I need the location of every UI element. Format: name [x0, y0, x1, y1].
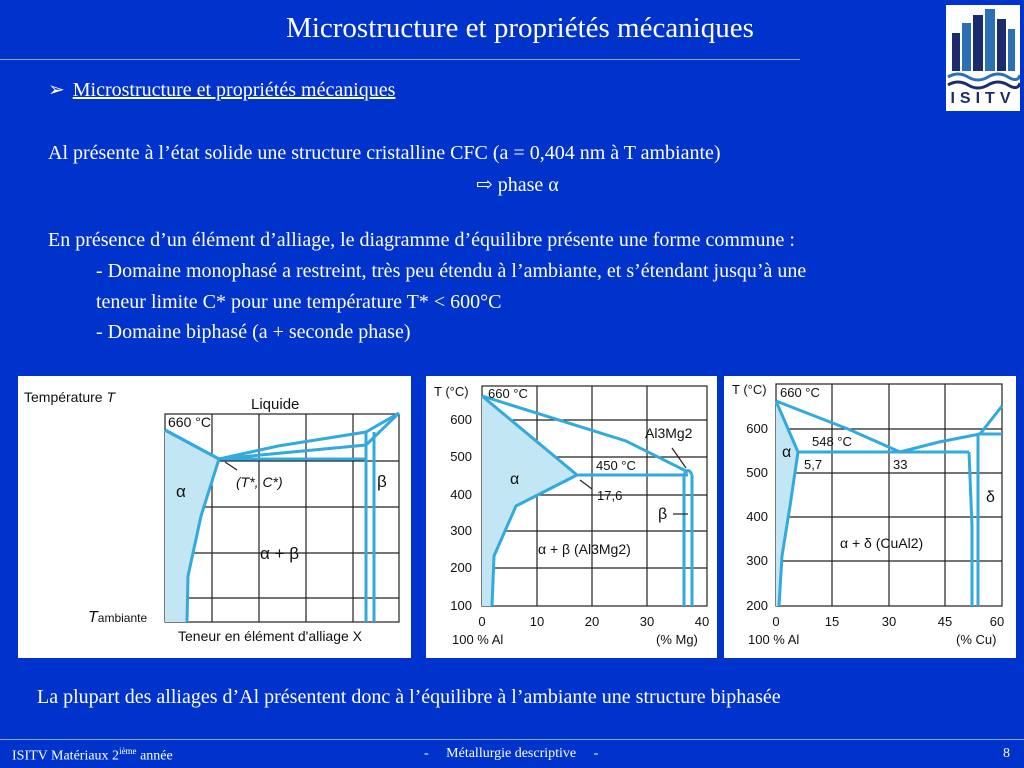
d1-tamb-sub: ambiante [97, 611, 148, 625]
svg-text:Température T [24, 389, 116, 405]
d2-ytick: 200 [450, 560, 472, 575]
logo-text: ISITV [950, 90, 1016, 107]
d3-xtick: 0 [772, 614, 780, 629]
d2-ytick: 500 [450, 449, 472, 464]
d2-alpha-label: α [510, 471, 520, 488]
building-icon [946, 5, 1020, 91]
d3-xtick: 15 [824, 614, 840, 629]
heading-text: Microstructure et propriétés mécaniques [72, 79, 396, 101]
d2-ylabel: T (°C) [434, 384, 469, 399]
d3-xtick: 30 [881, 614, 897, 629]
d3-x0-label: 100 % Al [748, 632, 800, 647]
conclusion-text: La plupart des alliages d’Al présentent donc à l’équilibre à l’ambiante une structure biphasée [37, 686, 781, 708]
d1-xlabel: Teneur en élément d'alliage X [178, 628, 363, 644]
title-divider [0, 59, 800, 60]
d2-ytick: 300 [450, 523, 472, 538]
para1-line1: Al présente à l’état solide une structure cristalline CFC (a = 0,404 nm à T ambiante) [48, 142, 721, 164]
isitv-logo [946, 5, 1020, 111]
d1-alpha-beta-label: α + β [260, 544, 299, 563]
d1-ylabel: Température [24, 389, 107, 405]
slide-title: Microstructure et propriétés mécaniques [286, 12, 754, 44]
para1-line2 [476, 172, 559, 197]
d3-xtick: 60 [989, 614, 1005, 629]
d3-xtick: 45 [937, 614, 953, 629]
d2-ytick: 400 [450, 487, 472, 502]
d1-alpha-label: α [176, 482, 186, 501]
d2-ytick: 100 [450, 598, 472, 613]
footer-course-text: ISITV Matériaux 2 [12, 748, 120, 764]
para2-bullet1a: - Domaine monophasé a restreint, très peu étendu à l’ambiante, et s’étendant jusqu’à une [96, 260, 807, 282]
d2-xtick: 10 [529, 614, 545, 629]
para2-bullet2: - Domaine biphasé (a + seconde phase) [96, 321, 411, 343]
d2-al3mg2-label: Al3Mg2 [645, 425, 693, 441]
d1-ylabel-var: T [106, 389, 116, 405]
footer-course-sup: ième [119, 746, 137, 756]
d1-beta-label: β [377, 472, 387, 491]
d3-ytick: 300 [746, 553, 768, 568]
d2-450-label: 450 °C [596, 458, 636, 473]
d2-xtick: 40 [694, 614, 710, 629]
d3-33-label: 33 [893, 457, 908, 472]
d3-ylabel: T (°C) [732, 382, 767, 397]
d1-tamb-t: T [88, 609, 98, 626]
d2-xunit: (% Mg) [656, 632, 698, 647]
section-heading [48, 78, 395, 102]
d3-delta-label: δ [986, 489, 995, 506]
d3-ytick: 400 [746, 509, 768, 524]
d1-tc-label: (T*, C*) [236, 474, 283, 490]
d2-beta-label: β [658, 506, 668, 523]
d2-660-label: 660 °C [488, 386, 528, 401]
d3-ytick: 600 [746, 421, 768, 436]
svg-text:Tambiante [88, 609, 147, 626]
d3-660-label: 660 °C [780, 385, 820, 400]
d3-57-label: 5,7 [804, 457, 823, 472]
al-mg-phase-diagram [426, 376, 717, 658]
para2-intro: En présence d’un élément d’alliage, le diagramme d’équilibre présente une forme commune : [48, 229, 795, 251]
d3-alpha-label: α [782, 444, 792, 461]
d3-alpha-delta-label: α + δ (CuAl2) [840, 535, 924, 551]
al-cu-phase-diagram [724, 376, 1016, 658]
d3-xunit: (% Cu) [956, 632, 997, 647]
d1-660-label: 660 °C [168, 414, 211, 430]
footer-course [12, 746, 173, 765]
d2-xtick: 30 [639, 614, 655, 629]
d2-xtick: 20 [584, 614, 600, 629]
d3-ytick: 200 [746, 598, 768, 613]
phase-alpha: phase α [497, 174, 559, 196]
d3-ytick: 500 [746, 465, 768, 480]
footer-divider [0, 739, 1024, 740]
d1-liquid-label: Liquide [251, 396, 300, 413]
d2-x0-label: 100 % Al [452, 632, 504, 647]
generic-phase-diagram [18, 376, 411, 658]
d2-ytick: 600 [450, 412, 472, 427]
footer-topic: - Métallurgie descriptive - [424, 746, 599, 761]
bullet-arrow-icon: ➢ [48, 79, 65, 101]
d3-548-label: 548 °C [812, 434, 852, 449]
footer-page-number: 8 [1003, 746, 1010, 761]
d2-xtick: 0 [478, 614, 486, 629]
right-arrow-icon: ⇨ [476, 172, 493, 196]
d2-176-label: 17,6 [597, 488, 623, 503]
d2-alpha-beta-label: α + β (Al3Mg2) [538, 541, 631, 557]
footer-course-end: année [136, 748, 173, 764]
para2-bullet1b: teneur limite C* pour une température T* < 600°C [96, 291, 502, 313]
